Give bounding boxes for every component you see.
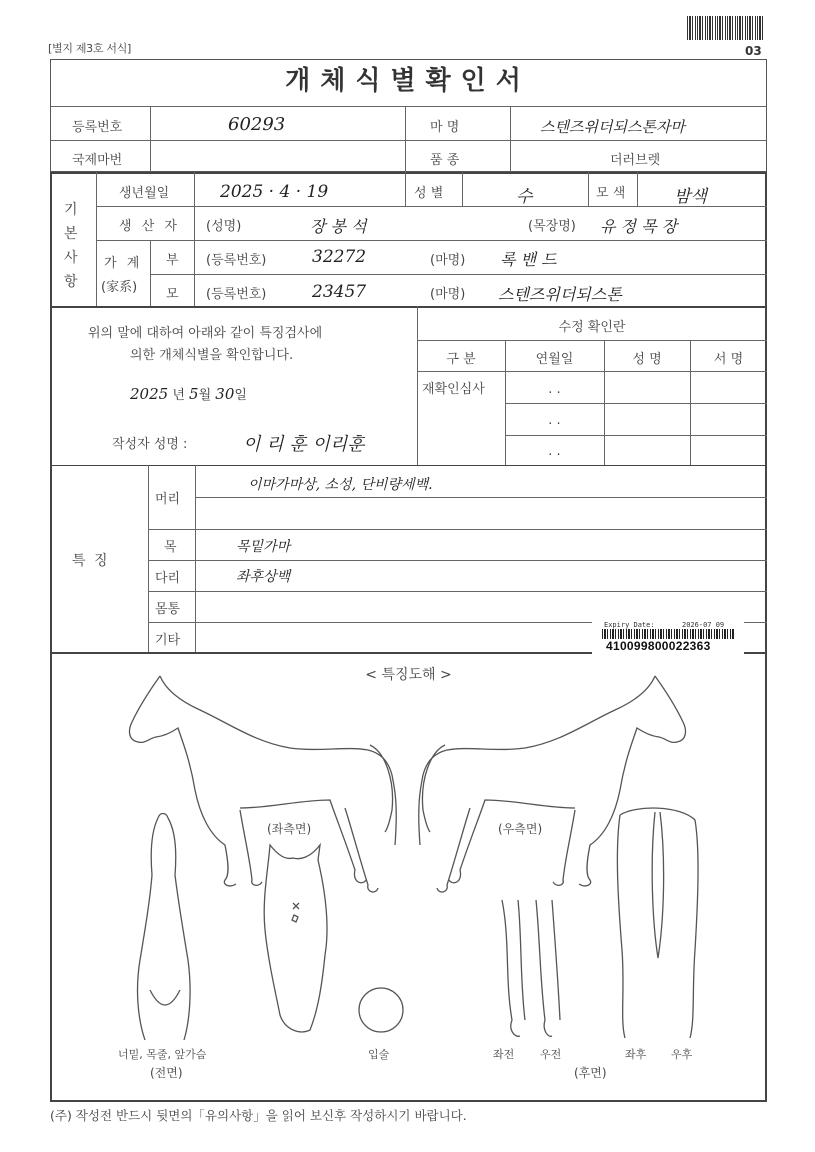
- sticker-code: 410099800022363: [606, 639, 711, 653]
- other-label: 기타: [155, 633, 181, 648]
- coat-value: 밤색: [674, 187, 707, 207]
- diagram-title: < 특징도해 >: [365, 667, 452, 683]
- dam-reg-label: (등록번호): [206, 287, 267, 302]
- revision-row-date: . .: [548, 413, 561, 428]
- breed-value: 더러브렛: [610, 153, 661, 168]
- year-unit: 년: [172, 388, 185, 403]
- horse-front-legs-icon: [502, 900, 560, 1036]
- expiry-label: Expiry Date:: [604, 621, 655, 629]
- breeder-label: 생 산 자: [119, 219, 180, 234]
- reg-no-value: 60293: [228, 114, 286, 135]
- breed-label: 품 종: [430, 153, 460, 168]
- birth-label: 생년월일: [119, 186, 170, 201]
- revision-col-sign: 서 명: [713, 352, 744, 367]
- date-day: 30: [215, 385, 235, 403]
- rear-view-caption: (후면): [574, 1066, 607, 1080]
- horse-front-chest-icon: [138, 814, 191, 1041]
- horse-right-side-icon: [419, 676, 686, 892]
- basic-info-section-label: 기본사항: [64, 202, 78, 290]
- neck-value: 목밑가마: [236, 539, 291, 555]
- dam-label: 모: [166, 287, 179, 302]
- dam-reg-value: 23457: [312, 282, 367, 302]
- date-year: 2025: [130, 385, 169, 403]
- pedigree-label: 가 계: [104, 256, 143, 271]
- dam-name-label: (마명): [430, 287, 466, 302]
- legs-value: 좌후상백: [236, 569, 291, 585]
- page-number: 03: [745, 44, 762, 58]
- right-side-caption: (우측면): [498, 822, 543, 836]
- sex-label: 성 별: [414, 186, 444, 201]
- front-caption: 너밑, 목줄, 앞가슴: [118, 1048, 207, 1061]
- intl-no-label: 국제마번: [72, 153, 123, 168]
- reg-no-label: 등록번호: [72, 120, 123, 135]
- front-left-caption: 좌전: [493, 1048, 515, 1061]
- horse-left-side-icon: [130, 676, 397, 892]
- horse-rear-view-icon: [617, 808, 698, 1038]
- horse-name-value: 스텐즈위더되스톤자마: [540, 118, 685, 136]
- horse-name-label: 마 명: [430, 120, 460, 135]
- horse-muzzle-icon: [359, 988, 403, 1032]
- hind-right-caption: 우후: [671, 1048, 693, 1061]
- revision-title: 수정 확인란: [558, 320, 626, 335]
- left-side-caption: (좌측면): [267, 822, 312, 836]
- revision-row-date: . .: [548, 444, 561, 459]
- coat-label: 모 색: [596, 186, 626, 201]
- sire-label: 부: [166, 253, 179, 268]
- author-label: 작성자 성명 :: [112, 437, 188, 452]
- hind-left-caption: 좌후: [625, 1048, 647, 1061]
- breeder-name-label: (성명): [206, 219, 242, 234]
- sire-reg-label: (등록번호): [206, 253, 267, 268]
- revision-col-type: 구 분: [446, 352, 476, 367]
- front-view-caption: (전면): [150, 1066, 183, 1080]
- body-label: 몸통: [155, 602, 181, 617]
- revision-row-type: 재확인심사: [422, 382, 485, 397]
- front-right-caption: 우전: [540, 1048, 562, 1061]
- expiry-date: 2026-07 09: [682, 621, 725, 629]
- farm-value: 유 정 목 장: [600, 217, 678, 236]
- birth-value: 2025 · 4 · 19: [220, 182, 329, 202]
- statement-line2: 의한 개체식별을 확인합니다.: [130, 348, 294, 363]
- revision-col-date: 연월일: [535, 352, 574, 367]
- page-title: 개체식별확인서: [285, 66, 531, 96]
- breeder-name-value: 장 봉 석: [310, 217, 367, 236]
- farm-label: (목장명): [528, 219, 576, 234]
- dam-name-value: 스텐즈위더되스톤: [498, 285, 622, 304]
- date-month: 5: [189, 385, 199, 403]
- pedigree-hanja: (家系): [101, 280, 138, 295]
- day-unit: 일: [234, 388, 247, 403]
- lips-caption: 입술: [368, 1048, 390, 1061]
- neck-label: 목: [164, 540, 177, 555]
- revision-row-date: . .: [548, 382, 561, 397]
- legs-label: 다리: [155, 571, 181, 586]
- form-number-label: [별지 제3호 서식]: [48, 42, 132, 55]
- sire-name-value: 록 밴 드: [500, 250, 557, 269]
- sire-reg-value: 32272: [312, 247, 367, 267]
- statement-line1: 위의 말에 대하여 아래와 같이 특징검사에: [88, 326, 323, 341]
- head-value: 이마가마상, 소성, 단비량세백.: [248, 477, 433, 493]
- horse-head-front-icon: [264, 845, 327, 1032]
- footer-note: (주) 작성전 반드시 뒷면의「유의사항」을 읽어 보신후 작성하시기 바랍니다.: [50, 1108, 467, 1123]
- features-section-label: 특 징: [72, 553, 110, 569]
- sire-name-label: (마명): [430, 253, 466, 268]
- month-unit: 월: [198, 388, 212, 403]
- sex-value: 수: [516, 187, 533, 207]
- author-signature: 이 리 훈 이리훈: [243, 434, 365, 455]
- revision-col-name: 성 명: [632, 352, 662, 367]
- head-label: 머리: [155, 492, 181, 507]
